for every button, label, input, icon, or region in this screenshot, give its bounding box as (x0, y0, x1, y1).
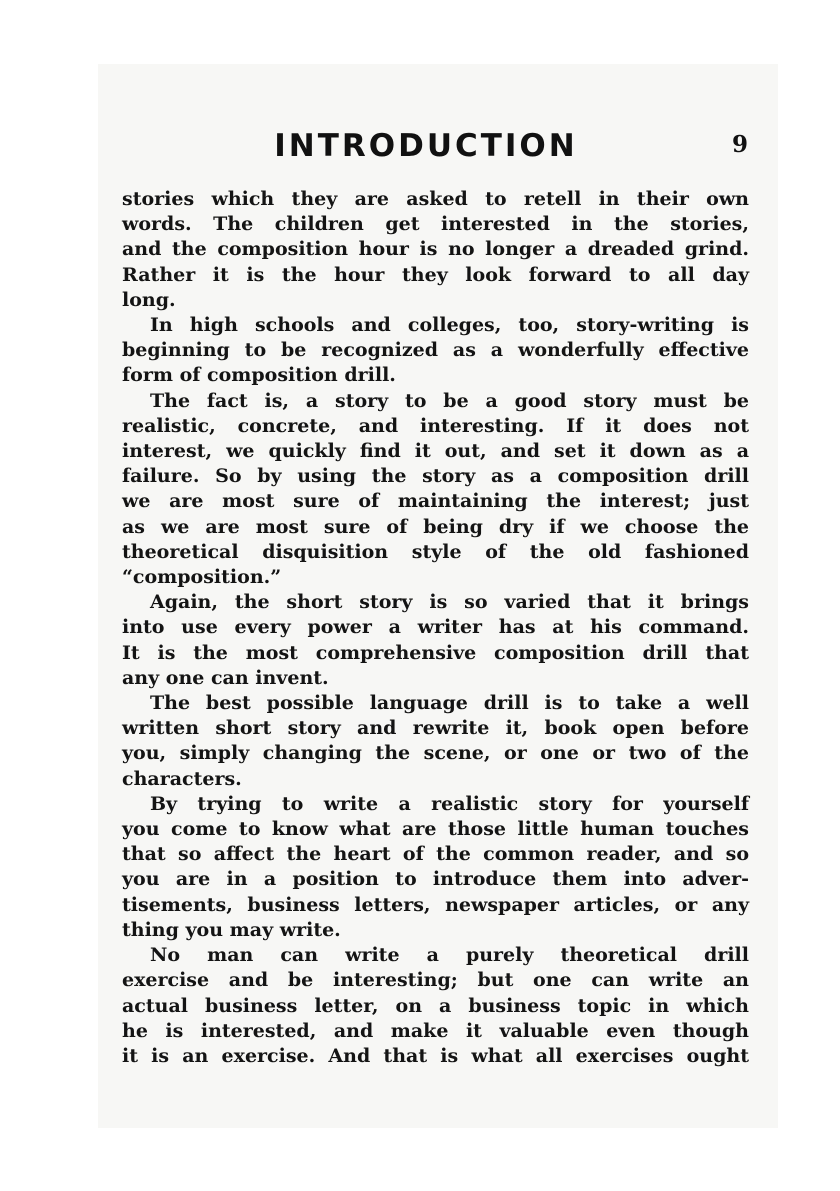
text-line: beginning to be recognized as a wonderfully effective (122, 339, 749, 362)
page-number: 9 (731, 131, 748, 158)
text-line: that so affect the heart of the common reader, and so (122, 843, 749, 866)
text-line: you, simply changing the scene, or one or two of the (122, 742, 749, 765)
text-line: written short story and rewrite it, book open before (122, 717, 749, 740)
text-line: failure. So by using the story as a composition drill (122, 465, 749, 488)
text-line: stories which they are asked to retell in their own (122, 188, 749, 210)
text-line: he is interested, and make it valuable even though (122, 1019, 749, 1042)
text-line: into use every power a writer has at his command. (122, 616, 749, 639)
chapter-title: INTRODUCTION (274, 128, 578, 164)
text-line: you come to know what are those little human touches (122, 818, 749, 841)
running-header (122, 128, 750, 172)
text-line: Rather it is the hour they look forward to all day (122, 263, 749, 286)
text-line: characters. (122, 767, 242, 790)
body-text (122, 187, 749, 1069)
text-line: By trying to write a realistic story for yourself (150, 792, 749, 815)
text-line: words. The children get interested in the stories, (122, 213, 749, 236)
text-line: realistic, concrete, and interesting. If it does not (122, 414, 749, 437)
text-line: The best possible language drill is to take a well (150, 692, 749, 715)
text-line: The fact is, a story to be a good story must be (150, 389, 749, 412)
text-line: In high schools and colleges, too, story-writing is (150, 314, 749, 337)
text-line: any one can invent. (122, 666, 329, 689)
text-line: as we are most sure of being dry if we choose the (122, 515, 749, 538)
text-line: “composition.” (122, 566, 282, 589)
text-line: we are most sure of maintaining the interest; just (122, 490, 749, 513)
text-line: and the composition hour is no longer a dreaded grind. (122, 238, 749, 261)
text-line: exercise and be interesting; but one can write an (122, 969, 749, 992)
text-line: thing you may write. (122, 918, 341, 941)
text-line: theoretical disquisition style of the old fashioned (122, 540, 749, 563)
text-line: long. (122, 288, 176, 311)
text-line: Again, the short story is so varied that it brings (150, 591, 749, 614)
text-line: tisements, business letters, newspaper articles, or any (122, 893, 749, 916)
text-line: No man can write a purely theoretical drill (150, 944, 749, 967)
text-line: actual business letter, on a business topic in which (122, 994, 749, 1017)
text-line: it is an exercise. And that is what all exercises ought (122, 1044, 749, 1067)
text-line: It is the most comprehensive composition drill that (122, 641, 749, 664)
text-line: interest, we quickly find it out, and set it down as a (122, 440, 749, 463)
text-line: you are in a position to introduce them into adver- (122, 868, 749, 891)
text-line: form of composition drill. (122, 364, 396, 387)
